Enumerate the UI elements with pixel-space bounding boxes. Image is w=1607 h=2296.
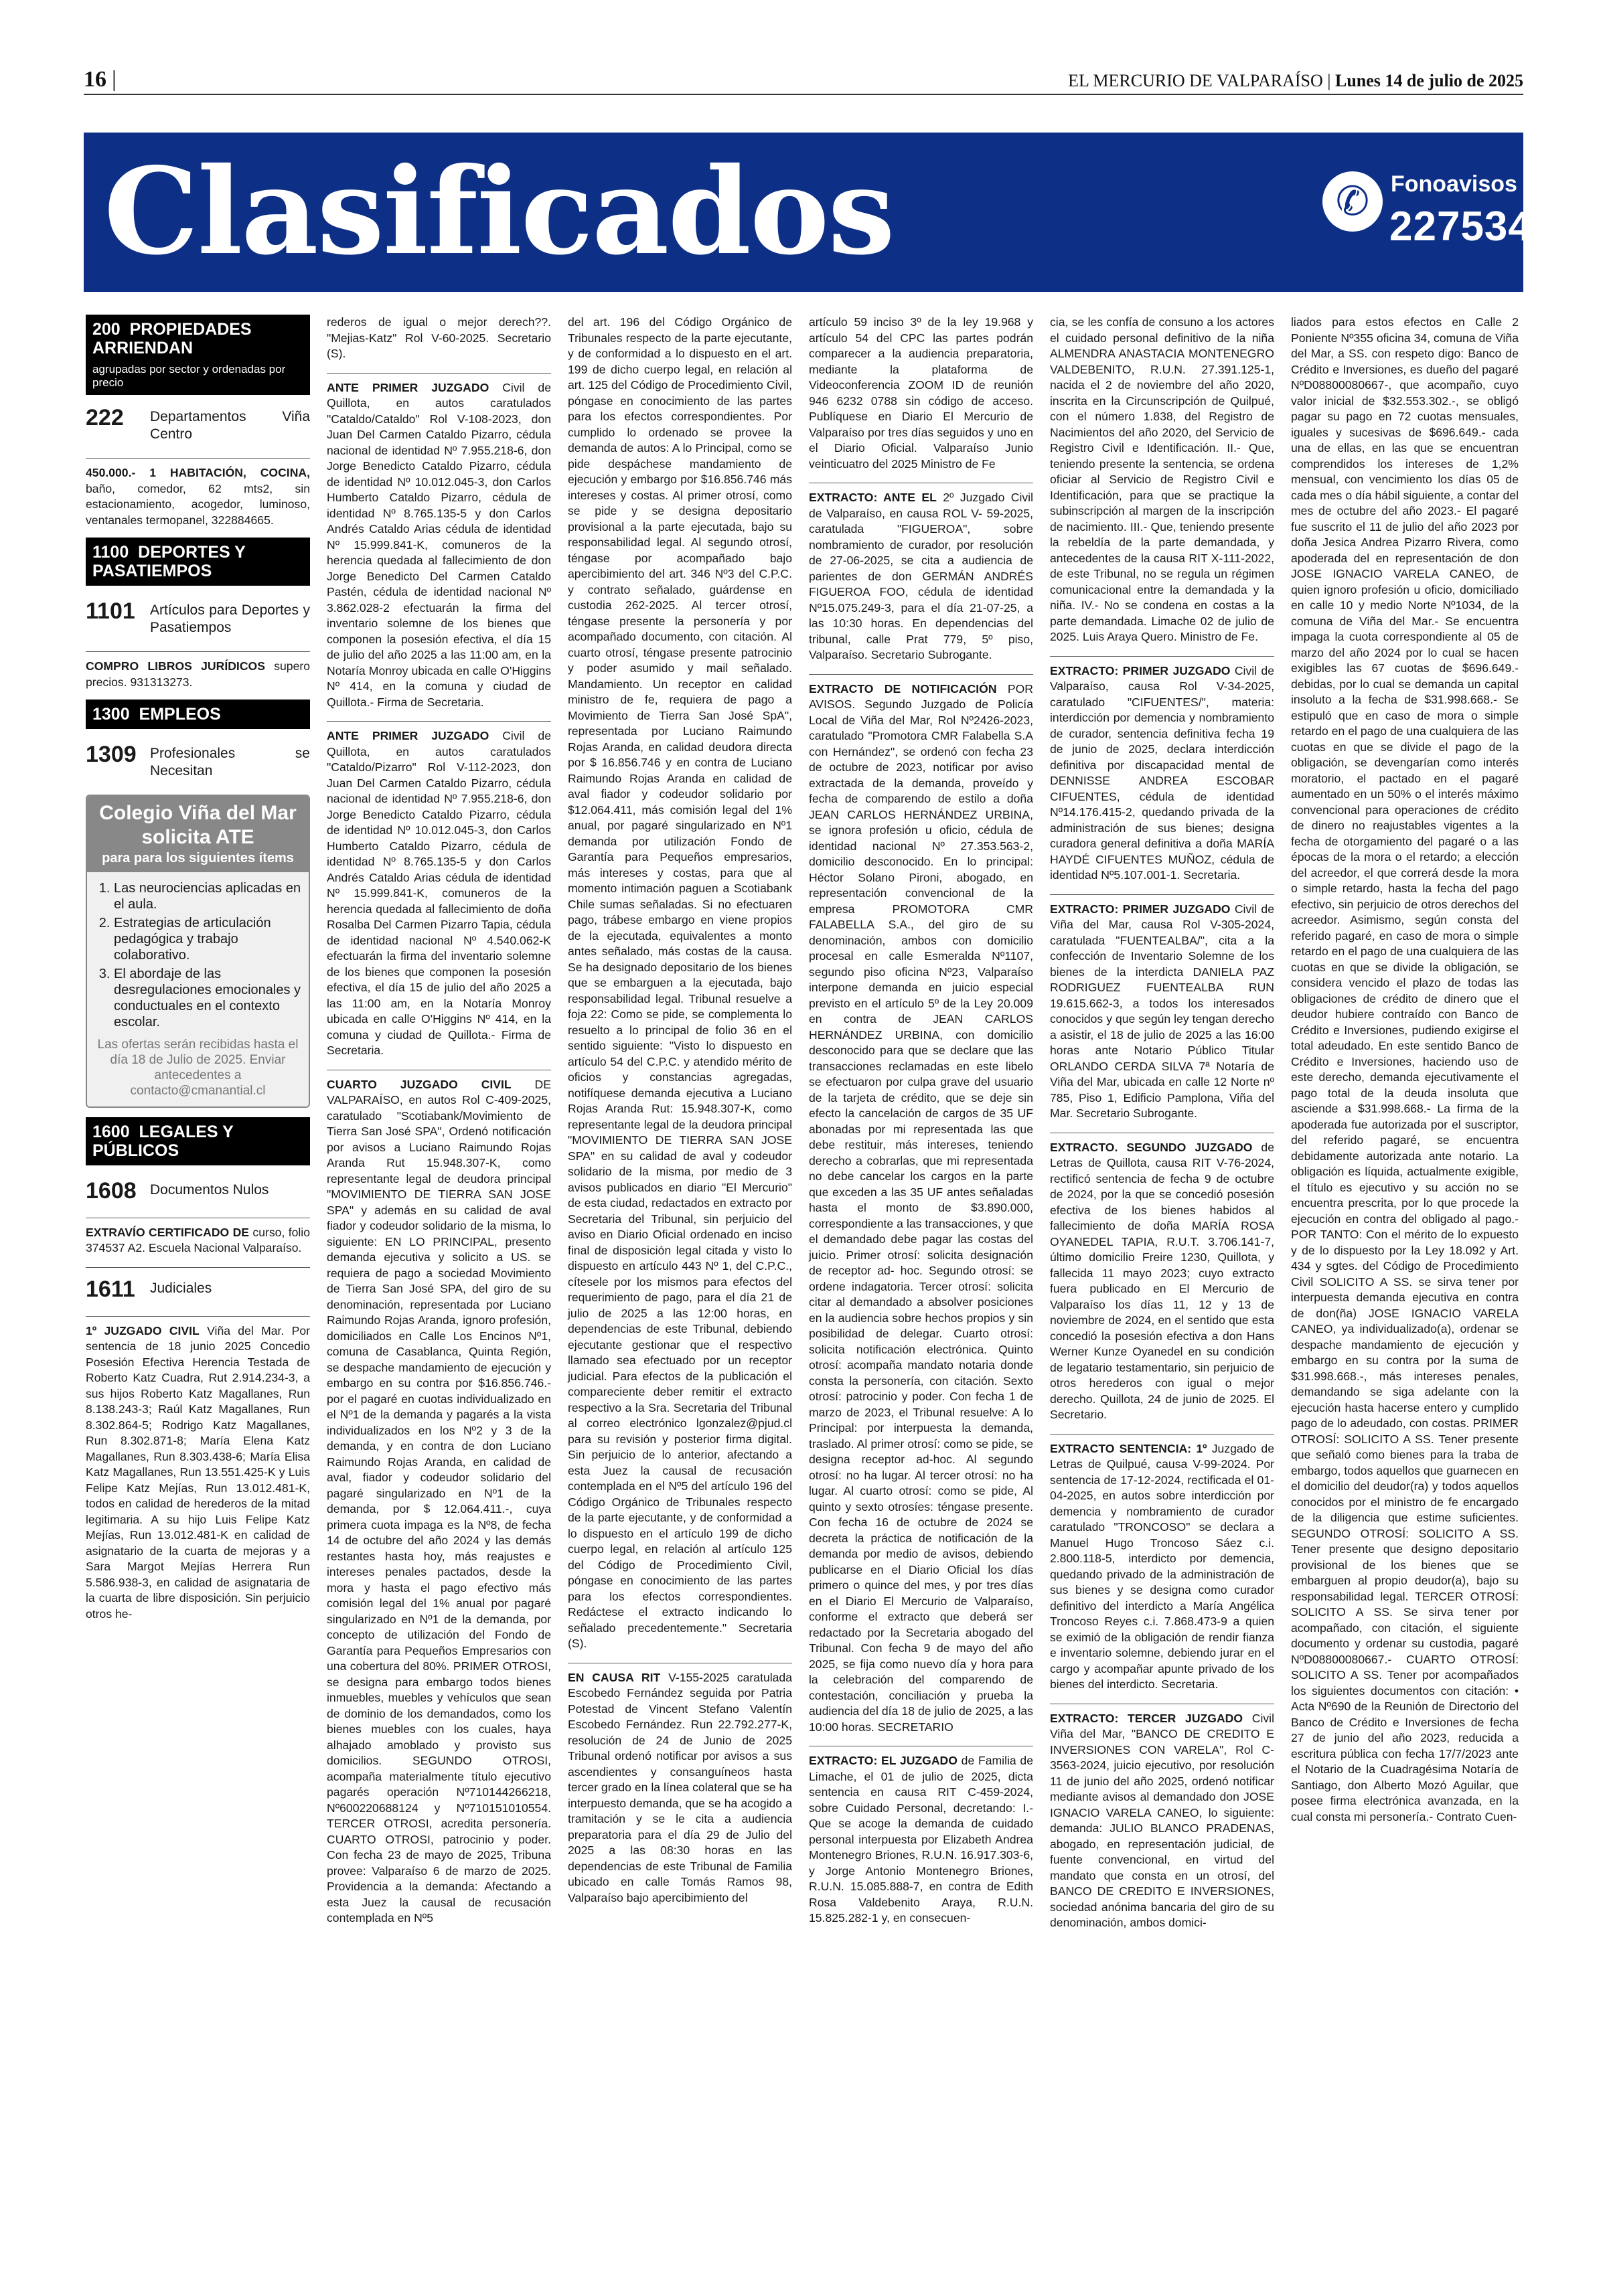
list-item: 3. El abordaje de las desregulaciones emocionales y conductuales en el contexto escolar. [114,966,302,1030]
school-ad-note: Las ofertas serán recibidas hasta el día 18 de Julio de 2025. Enviar antecedentes a contacto@cmanantial.cl [97,1037,299,1098]
list-item: 2. Estrategias de articulación pedagógica y trabajo colaborativo. [114,915,302,963]
column-4 [809,315,1033,1936]
divider [86,651,310,652]
classified-ad: 450.000.- 1 HABITACIÓN, COCINA, baño, comedor, 62 mts2, sin estacionamiento, acogedor, luminoso, ventanales termopanel, 322884665. [86,466,310,527]
category-1101: 1101 Artículos para Deportes y Pasatiempos [86,598,310,635]
legal-notice: rederos de igual o mejor derech??. "Mejias-Katz" Rol V-60-2025. Secretario (S). [327,315,551,360]
legal-notice: EXTRACTO: ANTE EL 2º Juzgado Civil de Valparaíso, en causa ROL V- 59-2025, caratulada "FIGUEROA", sobre nombramiento de curador, por resolución de 27-06-2025, se cita a audiencia de parientes de don GERMÁN ANDRÉS FIGUEROA FOO, cédula de identidad Nº15.075.249-3, para el día 21-07-25, a las 10:30 horas. En dependencias del tribunal, calle Prat 779, 5º piso, Valparaíso. Secretario Subrogante. [809,491,1034,661]
legal-notice: EXTRACTO. SEGUNDO JUZGADO de Letras de Quillota, causa RIT V-76-2024, rectificó sentencia de fecha 9 de octubre de 2024, por la que se concedió posesión efectiva de los bienes habidos al fallecimiento de doña MARÍA ROSA OYANEDEL TAPIA, R.U.T. 3.706.141-7, último domicilio Freire 1230, Quillota, y fallecida 11 mayo 2023; cuyo extracto fuera publicado en El Mercurio de Valparaíso los días 11, 12 y 13 de noviembre de 2024, en el sentido que esta concedió la posesión efectiva a don Hans Werner Kunze Oyanedel en su condición de legatario testamentario, sin perjuicio de otros herederos con igual o mejor derecho. Quillota, 24 de junio de 2025. El Secretario. [1050,1140,1274,1421]
section-header-1100: 1100 DEPORTES Y PASATIEMPOS [86,538,310,586]
divider [1050,894,1274,895]
legal-notice: EXTRACTO: PRIMER JUZGADO Civil de Valparaíso, causa Rol V-34-2025, caratulado "CIFUENTES/", materia: interdicción por demencia y nombramiento de curador, sentencia definitiva fecha 19 de junio de 2025, declara interdicción definitiva por discapacidad mental de DENNISSE ANDREA ESCOBAR CIFUENTES, cédula de identidad Nº14.176.415-2, quedando privada de la administración de sus bienes; designa curadora general definitiva a doña MARÍA HAYDÉ CIFUENTES MUÑOZ, cédula de identidad Nº5.107.001-1. Secretaria. [1050,663,1275,882]
school-ad-box [86,795,310,1108]
legal-notice: EXTRACTO: TERCER JUZGADO Civil Viña del Mar, "BANCO DE CREDITO E INVERSIONES CON VARELA", Rol C-3563-2024, juicio ejecutivo, por resolución 11 de junio del año 2025, ordenó notificar mediante avisos al demandado don JOSE IGNACIO VARELA CANEO, lo siguiente: demanda: JULIO BLANCO PRADENAS, abogado, en representación judicial, de fuente convencional, en virtud del mandato que consta en un otrosí, del BANCO DE CREDITO E INVERSIONES, sociedad anónima bancaria del giro de su denominación, ambos domici- [1050,1711,1274,1929]
legal-notice: EXTRACTO: EL JUZGADO de Familia de Limache, el 01 de julio de 2025, dicta sentencia en causa RIT C-459-2024, sobre Cuidado Personal, decretando: I.- Que se acoge la demanda de cuidado personal interpuesta por Elizabeth Andrea Montenegro Briones, R.U.N. 16.917.303-6, y Jorge Antonio Montenegro Briones, R.U.N. 15.085.888-7, en contra de Edith Rosa Valdebenito Araya, R.U.N. 15.825.282-1 y, en consecuen- [809,1754,1033,1924]
divider [86,1267,310,1268]
page-number: 16 | [84,67,117,92]
classifieds-banner [84,133,1604,292]
list-item: 1. Las neurociencias aplicadas en el aula. [114,880,302,912]
legal-notice: EXTRACTO DE NOTIFICACIÓN POR AVISOS. Segundo Juzgado de Policía Local de Viña del Mar, Rol Nº2426-2023, caratulado "Promotora CMR Falabella S.A con Hernández", se ordenó con fecha 23 de octubre de 2023, notificar por aviso extractada de la demanda, proveído y fecha de comparendo de estilo a doña JEAN CARLOS HERNÁNDEZ URBINA, se ignora profesión u oficio, cédula de identidad nacional Nº 27.353.563-2, domicilio desconocido. En lo principal: Héctor Solano Pironi, abogado, en representación convencional de la empresa PROMOTORA CMR FALABELLA S.A., del giro de su denominación, ambos con domicilio procesal en calle Esmeralda Nº1107, segundo piso oficina Nº23, Valparaíso interpone demanda en juicio especial previsto en el artículo 5º de la Ley 20.009 en contra de JEAN CARLOS HERNÁNDEZ URBINA, con domicilio desconocido para que se declare que las transacciones reclamadas en este libelo se efectuaron por culpa grave del usuario de la tarjeta de crédito, que se deje sin efecto la cancelación de cargos de 35 UF abonadas por mi representada las que debe restituir, más intereses, teniendo derecho a cobrarlas, que mi representada no debe cancelar los cargos en la parte que exceden a las 35 UF antes señaladas hasta el monto de $3.890.000, correspondiente a las transacciones, y que el demandado debe pagar las costas del juicio. Primer otrosí: solicita designación de receptor ad- hoc. Segundo otrosí: se ordene indagatoria. Tercer otrosí: solicita citar al demandado a absolver posiciones en la audiencia sobre hechos propios y sin posibilidad de delegar. Cuarto otrosí: solicita notificación electrónica. Quinto otrosí: acompaña mandato notaria donde consta la personería, con citación. Sexto otrosí: patrocinio y poder. Con fecha 1 de marzo de 2023, el Tribunal resuelve: A lo Principal: por interpuesta la demanda, traslado. Al primer otrosí: como se pide, se designa receptor ad-hoc. Al segundo otrosí: no ha lugar. Al tercer otrosí: no ha lugar. Al cuarto otrosí: como se pide, Al quinto y sexto otrosíes: téngase presente. Con fecha 16 de octubre de 2024 se decreta la práctica de notificación de la demanda por medio de avisos, debiendo publicarse en el Diario Oficial los días primero o quince del mes, y por tres días en el Diario El Mercurio de Valparaíso, conforme el extracto que deberá ser redactado por la Secretaria abogado del Tribunal. Con fecha 9 de mayo del año 2025, se fija como nuevo día y hora para la celebración del comparendo de contestación, conciliación y prueba la audiencia del día 18 de julio de 2025, a las 10:00 horas. SECRETARIO [809,681,1033,1734]
column-3 [568,315,792,1915]
school-ad-list [114,880,302,1030]
category-222: 222 Departamentos Viña Centro [86,405,310,442]
divider [327,721,551,722]
divider [86,458,310,459]
divider [86,1316,310,1317]
publication-date: EL MERCURIO DE VALPARAÍSO | Lunes 14 de julio de 2025 [1068,71,1523,90]
legal-notice: ANTE PRIMER JUZGADO Civil de Quillota, en autos caratulados "Cataldo/Pizarro" Rol V-112-2023, don Juan Del Carmen Cataldo Pizarro, cédula nacional de identidad Nº 7.955.218-6, don Jorge Benedicto Cataldo Pizarro, cédula de identidad Nº 10.012.045-3, don Carlos Humberto Cataldo Pizarro, cédula de identidad Nº 8.765.135-5 y don Carlos Andrés Cataldo Arias cédula de identidad Nº 15.999.841-K, comuneros de la herencia quedada al fallecimiento de doña Rosalba Del Carmen Pizarro Tapia, cédula de identidad nacional Nº 4.540.062-K efectuarán la firma del inventario solemne de los bienes que componen la posesión efectiva, el día 15 de julio del año 2025 a las 11:00 am, en la Notaría Monroy ubicada en calle O'Higgins Nº 414, en la comuna y ciudad de Quillota.- Firma de Secretaria. [327,729,551,1057]
column-5 [1050,315,1274,1941]
legal-notice: artículo 59 inciso 3º de la ley 19.968 y artículo 54 del CPC las partes podrán comparecer a la audiencia preparatoria, mediante la plataforma de Videoconferencia ZOOM ID de reunión 946 6232 0788 sin código de acceso. Publíquese en Diario El Mercurio de Valparaíso por tres días seguidos y uno en el Diario Oficial. Valparaíso Junio veinticuatro del 2025 Ministro de Fe [809,315,1033,471]
classified-ad: COMPRO LIBROS JURÍDICOS supero precios. 931313273. [86,659,311,689]
legal-notice: liados para estos efectos en Calle 2 Poniente Nº355 oficina 34, comuna de Viña del Mar, a SS. con respeto digo: Banco de Crédito e Inversiones, es dueño del pagaré NºD08800080667-, que acompaño, cuyo valor inicial de $32.553.302.-, se obligó pagar su pago en 72 cuotas mensuales, iguales y sucesivas de $696.649.- cada una de ellas, en las que se encuentran comprendidos los intereses de 1,2% mensual, con vencimiento los días 05 de cada mes o día hábil siguiente, a contar del mes de octubre del año 2023.- El pagaré fue suscrito el 11 de julio del año 2023 por doña Jesica Andrea Pizarro Rivera, como apoderada del en representación de don JOSE IGNACIO VARELA CANEO, de quien ignoro profesión u oficio, domiciliado en calle 10 y medio Norte Nº1034, de la comuna de Viña del Mar.- Se encuentra impaga la cuota correspondiente al 05 de marzo del año 2024 por lo cual se hacen exigibles las 67 cuotas de $696.649.- debidas, por lo cual se demanda un capital insoluto a la fecha de $31.998.668.- Se estipuló que en caso de mora o simple retardo en el pago de una cualquiera de las cuotas en que se divide el pago de la obligación, se devengarían como interés moratorio, el pactado en el pagaré aumentado en un 50% o el interés máximo convencional para operaciones de crédito de dinero no reajustables vigentes a la fecha de otorgamiento del pagaré o a las épocas de la mora o el retardo; a elección del acreedor, el que correrá desde la mora o simple retardo, hasta la fecha del pago efectivo, sin perjuicio de otros derechos del acreedor. Asimismo, según consta del referido pagaré, en caso de mora o simple retardo en el pago de una cualquiera de las cuotas en que se divide la obligación, se considera vencido el plazo de todas las obligaciones de crédito de dinero que el deudor hubiere contraído con Banco de Crédito e Inversiones, pudiendo exigirse el total adeudado. En este sentido Banco de Crédito e Inversiones, haciendo uso de este derecho, demanda ejecutivamente el pago total de la deuda insoluta que asciende a $31.998.668.- La firma de la apoderada fue autorizada por el suscriptor, del referido pagaré, se encuentra debidamente autorizada ante notario. La obligación es líquida, actualmente exigible, el título es ejecutivo y su acción no se encuentra prescrita, por lo que procede la ejecución en contra del obligado al pago.- POR TANTO: Con el mérito de lo expuesto y de lo dispuesto por la Ley 18.092 y Art. 434 y sgtes. del Código de Procedimiento Civil SOLICITO A SS. se sirva tener por interpuesta demanda ejecutiva en contra de don(ña) JOSE IGNACIO VARELA CANEO, ya individualizado(a), ordenar se despache mandamiento de ejecución y embargo en su contra por la suma de $31.998.668.-, más intereses penales, demandando se siga adelante con la ejecución hasta hacerse entero y cumplido pago de lo adeudado, con costas. PRIMER OTROSÍ: SOLICITO A SS. Tener presente que señaló como bienes para la traba de embargo, todos aquellos que guarnecen en el domicilio del deudor(ra) y todos aquellos conocidos por el ministro de fe encargado de la diligencia que estime suficientes. SEGUNDO OTROSÍ: SOLICITO A SS. Tener presente que designo depositario provisional de los bienes que se embarguen al propio deudor(a), bajo su responsabilidad legal. TERCER OTROSÍ: SOLICITO A SS. Se sirva tener por acompañado, con citación, el siguiente documento y ordenar su custodia, pagaré NºD08800080667.- CUARTO OTROSÍ: SOLICITO A SS. Tener por acompañados los siguientes documentos con citación: • Acta Nº690 de la Reunión de Directorio del Banco de Crédito e Inversiones de fecha 27 de junio del año 2023, reducida a escritura pública con fecha 17/7/2023 ante el Notario de la Cuadragésima Notaría de Santiago, don Alberto Mozó Aguilar, que posee firma electrónica avanzada, en la cual consta mi personería.- Contrato Cuen- [1291,315,1519,1823]
category-1309: 1309 Profesionales se Necesitan [86,742,310,778]
category-1611: 1611 Judiciales [86,1276,212,1302]
section-subtitle-200: agrupadas por sector y ordenadas por precio [86,363,310,395]
school-ad-title: Colegio Viña del Mar solicita ATE [87,796,309,851]
page-header [84,67,1523,95]
phone-label: Fonoavisos [1391,171,1517,197]
school-ad-subtitle: para para los siguientes ítems [87,851,309,872]
phone-icon: ✆ [1322,171,1383,232]
legal-notice: EXTRACTO SENTENCIA: 1º Juzgado de Letras de Quilpué, causa V-99-2024. Por sentencia de 17-12-2024, rectificada el 01-04-2025, en autos sobre interdicción por demencia y nombramiento de curador caratulado "TRONCOSO" se declara a Manuel Hugo Troncoso Sáez c.i. 2.800.118-5, interdicto por demencia, quedando privado de la administración de sus bienes y se designa como curador definitivo del interdicto a María Angélica Troncoso Reyes c.i. 7.868.473-9 a quien se eximió de la obligación de rendir fianza e inventario solemne, debiendo jurar en el cargo y acompañar apunte privado de los bienes del interdicto. Secretaria. [1050,1441,1274,1691]
legal-notice: CUARTO JUZGADO CIVIL DE VALPARAÍSO, en autos Rol C-409-2025, caratulado "Scotiabank/Movimiento de Tierra San José SPA", Ordenó notificación por avisos a Luciano Raimundo Rojas Aranda Rut 15.948.307-K, como representante legal de deudora principal "MOVIMIENTO DE TIERRA SAN JOSE SPA" y además en su calidad de aval fiador y codeudor solidario de la misma, lo siguiente: EN LO PRINCIPAL, presento demanda ejecutiva y solicito a US. se requiera de pago a sociedad Movimiento de Tierra San José SPA, del giro de su denominación, representada por Luciano Raimundo Rojas Aranda, ignoro profesión, domiciliados en Calle Los Encinos Nº1, comuna de Casablanca, Quinta Región, se despache mandamiento de ejecución y embargo en su contra por $16.856.746.- por el pagaré en cuotas individualizado en el Nº1 de la demanda y pagarés a la vista individualizados en los Nº2 y 3 de la demanda, y en contra de don Luciano Raimundo Rojas Aranda, en calidad de aval, fiador y codeudor solidario del pagaré singularizado en Nº1 de la demanda, por $ 12.064.411.-, cuya primera cuota impaga es la Nº8, de fecha 14 de octubre del año 2024 y las demás restantes hasta hoy, más reajustes e intereses penales pactados, desde la mora y hasta el pago efectivo más comisión legal del 1% anual por pagaré singularizado en Nº1 de la demanda, por concepto de utilización del Fondo de Garantía para Pequeños Empresarios con una cobertura del 80%. PRIMER OTROSI, se designa para embargo todos bienes inmuebles, muebles y vehículos que sean de dominio de los demandados, como los bienes muebles con los cuales, haya alhajado amoblado y provisto sus domicilios. SEGUNDO OTROSI, acompaña materialmente título ejecutivo pagarés operación Nº710144266218, Nº600220688124 y Nº710151010554. TERCER OTROSI, acredita personería. CUARTO OTROSI, patrocinio y poder. Con fecha 23 de mayo de 2025, Tribuna provee: Valparaíso 6 de marzo de 2025. Providencia a la demanda: Afectando a esta Juez la causal de recusación contemplada en Nº5 [327,1077,551,1924]
legal-notice: cia, se les confía de consuno a los actores el cuidado personal definitivo de la niña ALMENDRA ANASTACIA MONTENEGRO VALDEBENITO, R.U.N. 27.391.125-1, nacida el 2 de noviembre del año 2020, inscrita en la Circunscripción de Quilpué, con el número 1.838, del Registro de Nacimientos del año 2020, del Servicio de Registro Civil e Identificación. II.- Que, teniendo presente la sentencia, se ordena oficiar al Servicio de Registro Civil e Identificación, para que se practique la subinscripción al margen de la inscripción de nacimiento. III.- Que, teniendo presente la rebeldía de la parte demandada, y antecedentes de la causa RIT X-111-2022, de este Tribunal, no se regula un régimen comunicacional entre la demandada y la niña. IV.- No se condena en costas a la parte demandada. Limache 02 de julio de 2025. Luis Araya Quero. Ministro de Fe. [1050,315,1274,643]
legal-notice: del art. 196 del Código Orgánico de Tribunales respecto de la parte ejecutante, y de conformidad a lo dispuesto en el art. 199 de dicho cuerpo legal, en relación al art. 125 del Código de Procedimiento Civil, póngase en conocimiento de las partes para los efectos correspondientes. Por cumplido lo ordenado se provee la demanda de autos: A lo Principal, como se pide despáchese mandamiento de ejecución y embargo por $16.856.746 más intereses y costas. Al primer otrosí, como se pide y se designa depositario provisional a la parte ejecutada, bajo su responsabilidad legal. Al segundo otrosí, téngase por acompañado bajo apercibimiento del art. 346 Nº3 del C.P.C. y contrato señalado, guárdense en custodia 262-2025. Al tercer otrosí, téngase presente la personería y por acompañado documento, con citación. Al cuarto otrosí, téngase presente patrocinio y poder asumido y mail señalado. Mandamiento. Un receptor en calidad ministro de fe, requiera de pago a Movimiento de Tierra San José SpA", representada por Luciano Raimundo Rojas Aranda, en calidad deudora directa por $ 16.856.746 y en contra de Luciano Raimundo Rojas Aranda en calidad de aval fiador y codeudor solidario por $12.064.411, más comisión legal del 1% anual, por pagaré singularizado en Nº1 demanda por utilización Fondo de Garantía para Pequeños empresarios, más intereses y costas, para que al momento intimación paguen a Scotiabank Chile sumas señaladas. Si no efectuaren pago, trábese embargo en viene propios de la ejecutada, equivalentes a monto antes señalado, más costas de la causa. Se ha designado depositario de los bienes que se embarguen a la ejecutada, bajo responsabilidad legal. Tribunal resuelve a foja 22: Como se pide, se complementa lo resuelto a lo principal de folio 36 en el sentido siguiente: "Visto lo dispuesto en artículo 54 del C.P.C. y atendido mérito de oficios y constancias agregadas, notifíquese demanda ejecutiva a Luciano Rojas Aranda Rut: 15.948.307-K, como representante legal de la deudora principal "MOVIMIENTO DE TIERRA SAN JOSE SPA" en su calidad de aval y codeudor solidario de la misma, por medio de 3 avisos publicados en diario "El Mercurio" de esta ciudad, redactados en extracto por Secretaria del Tribunal, sin perjuicio del aviso en Diario Oficial ordenado en inciso final de disposición legal citada y visto lo dispuesto en artículo 443 Nº 1, del C.P.C., cítesele por los mismos para efectos del requerimiento de pago, para el día 21 de julio de 2025 a las 12:00 horas, en dependencias de este Tribunal, debiendo ejecutante gestionar que el respectivo llamado sea efectuado por un receptor judicial. Para efectos de la publicación el compareciente deber remitir el extracto respectivo a la Sra. Secretaria del Tribunal al correo electrónico lgonzalez@pjud.cl para su revisión y posterior firma digital. Sin perjuicio de lo anterior, afectando a esta Juez la causal de recusación contemplada en el Nº5 del artículo 196 del Código Orgánico de Tribunales respecto de la parte ejecutante, y de conformidad a lo dispuesto en el artículo 199 de dicho cuerpo legal, en relación al artículo 125 del Código de Procedimiento Civil, póngase en conocimiento de las partes para los efectos correspondientes. Redáctese el extracto indicando lo señalado precedentemente." Secretaria (S). [568,315,792,1650]
column-1 [86,315,310,1631]
legal-notice: EN CAUSA RIT V-155-2025 caratulada Escobedo Fernández seguida por Patria Potestad de Vincent Stefano Valentín Escobedo Fernández. Run 22.792.277-K, resolución de 24 de Junio de 2025 Tribunal ordenó notificar por avisos a sus ascendientes y consanguíneos hasta tercer grado en la línea colateral que se ha interpuesto demanda, que se ha acogido a tramitación y se le cita a audiencia preparatoria para el día 29 de Julio del 2025 a las 08:30 horas en las dependencias de este Tribunal de Familia ubicado en calle Tomás Ramos 98, Valparaíso bajo apercibimiento del [568,1670,792,1904]
section-header-1300: 1300 EMPLEOS [86,700,310,729]
column-6 [1291,315,1519,1834]
section-header-1600: 1600 LEGALES Y PÚBLICOS [86,1117,310,1165]
section-header-200: 200 PROPIEDADES ARRIENDAN [86,315,310,363]
divider [327,373,551,374]
classified-ad: EXTRAVÍO CERTIFICADO DE curso, folio 374537 A2. Escuela Nacional Valparaíso. [86,1225,310,1254]
column-2 [327,315,551,1936]
legal-notice: 1º JUZGADO CIVIL Viña del Mar. Por sentencia de 18 junio 2025 Concedio Posesión Efectiva Herencia Testada de Roberto Katz Cuadra, Rut 2.914.234-3, a sus hijos Roberto Katz Magallanes, Run 8.138.243-3; Raúl Katz Magallanes, Run 8.302.864-5; Rodrigo Katz Magallanes, Run 8.302.871-8; María Elena Katz Magallanes, Run 8.303.438-6; María Elisa Katz Magallanes, Run 13.551.425-K y Luis Felipe Katz Mejías, Run 13.012.481-K, todos en calidad de herederos de la mitad legitimaria. A su hijo Luis Felipe Katz Mejías, Run 13.012.481-K en calidad de asignatario de la cuarta de mejoras y a Sara Margot Mejías Herrera Run 5.586.938-3, en calidad de asignataria de la cuarta de libre disposición. Sin perjuicio otros he- [86,1323,310,1621]
legal-notice: ANTE PRIMER JUZGADO Civil de Quillota, en autos caratulados "Cataldo/Cataldo" Rol V-108-2023, don Juan Del Carmen Cataldo Pizarro, cédula nacional de identidad Nº 7.955.218-6, don Jorge Benedicto Cataldo Pizarro, cédula de identidad Nº 10.012.045-3, don Carlos Humberto Cataldo Pizarro, cédula de identidad Nº 8.765.135-5 y don Carlos Andrés Cataldo Arias cédula de identidad Nº 15.999.841-K, comuneros de la herencia quedada al fallecimiento de don Jorge Benedicto Del Carmen Cataldo Pastén, cédula de identidad nacional Nº 3.862.028-2 efectuarán la firma del inventario solemne de los bienes que componen la posesión efectiva, el día 15 de julio del año 2025 a las 11:00 am, en la Notaría Monroy ubicada en calle O'Higgins Nº 414, en la comuna y ciudad de Quillota.- Firma de Secretaria. [327,380,551,709]
category-1608: 1608 Documentos Nulos [86,1177,269,1204]
divider [809,674,1033,675]
legal-notice: EXTRACTO: PRIMER JUZGADO Civil de Viña del Mar, causa Rol V-305-2024, caratulada "FUENTEALBA/", cita a la confección de Inventario Solemne de los bienes de la interdicta DANIELA PAZ RODRIGUEZ FUENTEALBA RUN 19.615.662-3, a todos los interesados conocidos y que según ley tengan derecho a asistir, el 18 de julio de 2025 a las 16:00 horas ante Notario Público Titular ORLANDO CERDA SILVA 7ª Notaría de Viña del Mar, ubicada en calle 12 Norte nº 785, Piso 1, Edificio Pamplona, Viña del Mar. Secretario Subrogante. [1050,902,1275,1120]
section-title: Clasificados [104,141,894,281]
phone-number: 227534313 [1389,203,1604,250]
divider [1050,656,1274,657]
